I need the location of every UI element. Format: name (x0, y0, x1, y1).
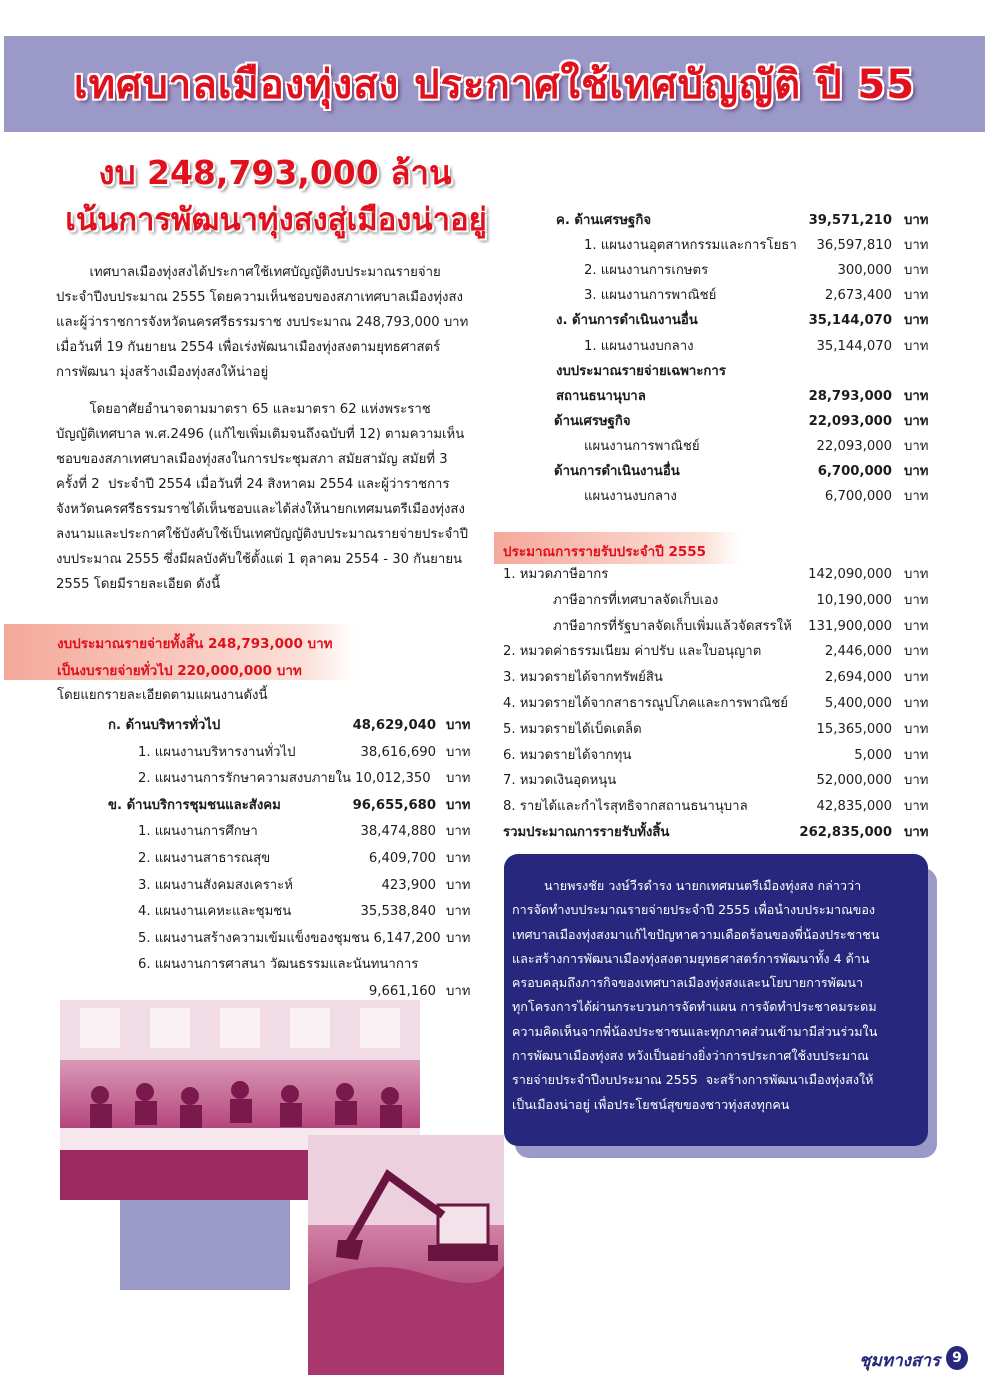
row-label: 6. แผนงานการศาสนา วัฒนธรรมและนันทนาการ (138, 957, 419, 973)
row-amount: 6,409,700 (368, 851, 436, 866)
row-label: 8. รายได้และกำไรสุทธิจากสถานธนานุบาล (503, 799, 748, 815)
row-unit: บาท (904, 288, 929, 304)
row-label: ข. ด้านบริการชุมชนและสังคม (108, 797, 281, 813)
row-amount: 5,000 (854, 747, 892, 763)
row-unit: บาท (446, 984, 471, 999)
budget-general-line: เป็นงบรายจ่ายทั่วไป 220,000,000 บาท (57, 663, 302, 679)
row-unit: บาท (446, 744, 471, 760)
row-amount: 52,000,000 (816, 773, 892, 789)
row-unit: บาท (904, 696, 929, 711)
row-label: แผนงานการพาณิชย์ (584, 438, 700, 454)
row-label: แผนงานงบกลาง (584, 489, 677, 505)
row-amount: 5,400,000 (824, 696, 892, 711)
row-label: ก. ด้านบริหารทั่วไป (108, 718, 221, 733)
row-label: 2. หมวดค่าธรรมเนียม ค่าปรับ และใบอนุญาต (503, 644, 762, 660)
row-amount: 300,000 (837, 263, 892, 279)
row-unit: บาท (904, 644, 929, 660)
row-label: 7. หมวดเงินอุดหนุน (503, 773, 617, 789)
row-label: 6. หมวดรายได้จากทุน (503, 747, 632, 763)
row-amount: 6,700,000 (817, 464, 892, 479)
row-amount: 9,661,160 (368, 984, 436, 999)
row-amount: 96,655,680 (352, 797, 436, 813)
row-unit: บาท (904, 567, 929, 582)
row-unit: บาท (904, 313, 929, 329)
row-amount: 15,365,000 (816, 721, 892, 737)
row-unit: บาท (904, 413, 929, 429)
row-unit: บาท (904, 388, 929, 404)
row-unit: บาท (904, 464, 929, 479)
row-label: ง. ด้านการดำเนินงานอื่น (556, 313, 698, 329)
row-label: 4. แผนงานเคหะและชุมชน (138, 904, 292, 920)
row-unit: บาท (904, 670, 929, 686)
row-label: 2. แผนงานการรักษาความสงบภายใน 10,012,350 (138, 771, 431, 787)
row-amount: 36,597,810 (816, 238, 892, 254)
row-label: รวมประมาณการรายรับทั้งสิ้น (503, 825, 670, 840)
row-label: 1. แผนงานงบกลาง (584, 338, 694, 354)
photo-shadow-block (120, 1200, 290, 1290)
row-label: 5. หมวดรายได้เบ็ดเตล็ด (503, 721, 642, 737)
row-unit: บาท (904, 773, 929, 789)
row-amount: 6,700,000 (824, 489, 892, 505)
row-amount: 131,900,000 (808, 618, 892, 634)
row-label: สถานธนานุบาล (556, 388, 646, 404)
row-label: ภาษีอากรที่รัฐบาลจัดเก็บเพิ่มแล้วจัดสรรให้ (553, 618, 792, 634)
intro-paragraph-1: เทศบาลเมืองทุ่งสงได้ประกาศใช้เทศบัญญัติงบประมาณรายจ่าย ประจำปีงบประมาณ 2555 โดยความเห็นชอบของสภาเทศบาลเมืองทุ่งสง และผู้ว่าราชการจังหวัดนครศรีธรรมราช งบประมาณ 248,793,000 บาท เมื่อวันที่ 19 กันยายน 2554 เพื่อเร่งพัฒนาเมืองทุ่งสงตามยุทธศาสตร์ การพัฒนา มุ่งสร้างเมืองทุ่งสงให้น่าอยู่ (56, 265, 469, 380)
mayor-quote: นายพรงชัย วงษ์วีรดำรง นายกเทศมนตรีเมืองทุ่งสง กล่าวว่า การจัดทำงบประมาณรายจ่ายประจำปี 2555 เพื่อนำงบประมาณของ เทศบาลเมืองทุ่งสงมาแก้ไขปัญหาความเดือดร้อนของพี่น้องประชาชน และสร้างการพัฒนาเมืองทุ่งสงตามยุทธศาสตร์การพัฒนาทั้ง 4 ด้าน ครอบคลุมถึงภารกิจของเทศบาลเมืองทุ่งสงและนโยบายการพัฒนา ทุกโครงการได้ผ่านกระบวนการจัดทำแผน การจัดทำประชาคมระดม ความคิดเห็นจากพี่น้องประชาชนและทุกภาคส่วนเข้ามามีส่วนร่วมใน การพัฒนาเมืองทุ่งสง หวังเป็นอย่างยิ่งว่าการประกาศใช้งบประมาณ รายจ่ายประจำปีงบประมาณ 2555 จะสร้างการพัฒนาเมืองทุ่งสงให้ เป็นเมืองน่าอยู่ เพื่อประโยชน์สุขของชาวทุ่งสงทุกคน (512, 878, 880, 1112)
row-label: 3. แผนงานการพาณิชย์ (584, 288, 717, 304)
excavator-photo (308, 1135, 504, 1375)
publication-name: ชุมทางสาร (859, 1351, 940, 1371)
row-amount: 38,474,880 (360, 824, 436, 840)
row-amount: 2,673,400 (824, 288, 892, 304)
row-unit: บาท (446, 904, 471, 920)
row-label: 1. แผนงานบริหารงานทั่วไป (138, 744, 296, 760)
headline-line-1: งบ 248,793,000 ล้าน (98, 153, 452, 192)
row-amount: 2,694,000 (824, 670, 892, 686)
row-amount: 35,538,840 (360, 904, 436, 920)
row-unit: บาท (904, 747, 929, 763)
excavator-photo-illustration (308, 1135, 504, 1375)
row-unit: บาท (446, 797, 471, 813)
row-label: ด้านเศรษฐกิจ (554, 413, 631, 429)
row-amount: 38,616,690 (360, 744, 436, 760)
row-amount: 35,144,070 (808, 313, 892, 329)
row-label: งบประมาณรายจ่ายเฉพาะการ (556, 363, 726, 379)
row-amount: 42,835,000 (816, 799, 892, 815)
row-amount: 39,571,210 (808, 213, 892, 228)
row-amount: 22,093,000 (816, 438, 892, 454)
row-amount: 142,090,000 (808, 567, 892, 582)
row-label: 3. แผนงานสังคมสงเคราะห์ (138, 877, 293, 893)
row-amount: 262,835,000 (799, 825, 892, 840)
row-unit: บาท (904, 825, 929, 840)
row-unit: บาท (446, 718, 471, 733)
row-label: 1. แผนงานอุตสาหกรรมและการโยธา (584, 238, 797, 254)
row-unit: บาท (904, 438, 929, 454)
row-unit: บาท (904, 489, 929, 505)
row-label: 2. แผนงานการเกษตร (584, 263, 709, 279)
page-number: 9 (946, 1346, 968, 1370)
headline-line-2: เน้นการพัฒนาทุ่งสงสู่เมืองน่าอยู่ (65, 202, 487, 238)
row-amount: 28,793,000 (808, 388, 892, 404)
row-amount: 423,900 (381, 877, 436, 893)
row-unit: บาท (904, 263, 929, 279)
row-label: ภาษีอากรที่เทศบาลจัดเก็บเอง (553, 592, 719, 608)
page-title: เทศบาลเมืองทุ่งสง ประกาศใช้เทศบัญญัติ ปี 55 (73, 62, 916, 108)
row-unit: บาท (446, 877, 471, 893)
row-label: 4. หมวดรายได้จากสาธารณูปโภคและการพาณิชย์ (503, 696, 788, 711)
row-label: 3. หมวดรายได้จากทรัพย์สิน (503, 670, 663, 686)
row-amount: 22,093,000 (808, 413, 892, 429)
row-unit: บาท (904, 213, 929, 228)
row-label: 1. แผนงานการศึกษา (138, 824, 258, 840)
row-unit: บาท (904, 618, 929, 634)
row-label: 5. แผนงานสร้างความเข้มแข็งของชุมชน 6,147,200 (138, 930, 441, 946)
row-unit: บาท (904, 592, 929, 608)
row-amount: 35,144,070 (816, 338, 892, 354)
row-unit: บาท (904, 721, 929, 737)
intro-paragraph-2: โดยอาศัยอำนาจตามมาตรา 65 และมาตรา 62 แห่งพระราช บัญญัติเทศบาล พ.ศ.2496 (แก้ไขเพิ่มเติมจนถึงฉบับที่ 12) ตามความเห็น ชอบของสภาเทศบาลเมืองทุ่งสงในการประชุมสภา สมัยสามัญ สมัยที่ 3 ครั้งที่ 2 ประจำปี 2554 เมื่อวันที่ 24 สิงหาคม 2554 และผู้ว่าราชการ จังหวัดนครศรีธรรมราชได้เห็นชอบและได้ส่งให้นายกเทศมนตรีเมืองทุ่งสง ลงนามและประกาศใช้บังคับใช้เป็นเทศบัญญัติงบประมาณรายจ่ายประจำปี งบประมาณ 2555 ซึ่งมีผลบังคับใช้ตั้งแต่ 1 ตุลาคม 2554 - 30 กันยายน 2555 โดยมีรายละเอียด ดังนี้ (56, 402, 469, 592)
row-amount: 2,446,000 (824, 644, 892, 660)
budget-detail-intro: โดยแยกรายละเอียดตามแผนงานดังนี้ (57, 688, 268, 703)
row-label: 2. แผนงานสาธารณสุข (138, 851, 271, 866)
revenue-heading: ประมาณการรายรับประจำปี 2555 (503, 544, 707, 560)
row-unit: บาท (446, 930, 471, 946)
row-unit: บาท (446, 771, 471, 787)
row-label: 1. หมวดภาษีอากร (503, 567, 609, 582)
row-unit: บาท (904, 338, 929, 354)
row-unit: บาท (904, 799, 929, 815)
row-label: ด้านการดำเนินงานอื่น (554, 464, 680, 479)
row-unit: บาท (904, 238, 929, 254)
row-amount: 10,190,000 (816, 592, 892, 608)
budget-total-line: งบประมาณรายจ่ายทั้งสิ้น 248,793,000 บาท (57, 636, 333, 652)
row-label: ค. ด้านเศรษฐกิจ (556, 213, 652, 228)
row-amount: 48,629,040 (352, 718, 436, 733)
row-unit: บาท (446, 824, 471, 840)
row-unit: บาท (446, 851, 471, 866)
